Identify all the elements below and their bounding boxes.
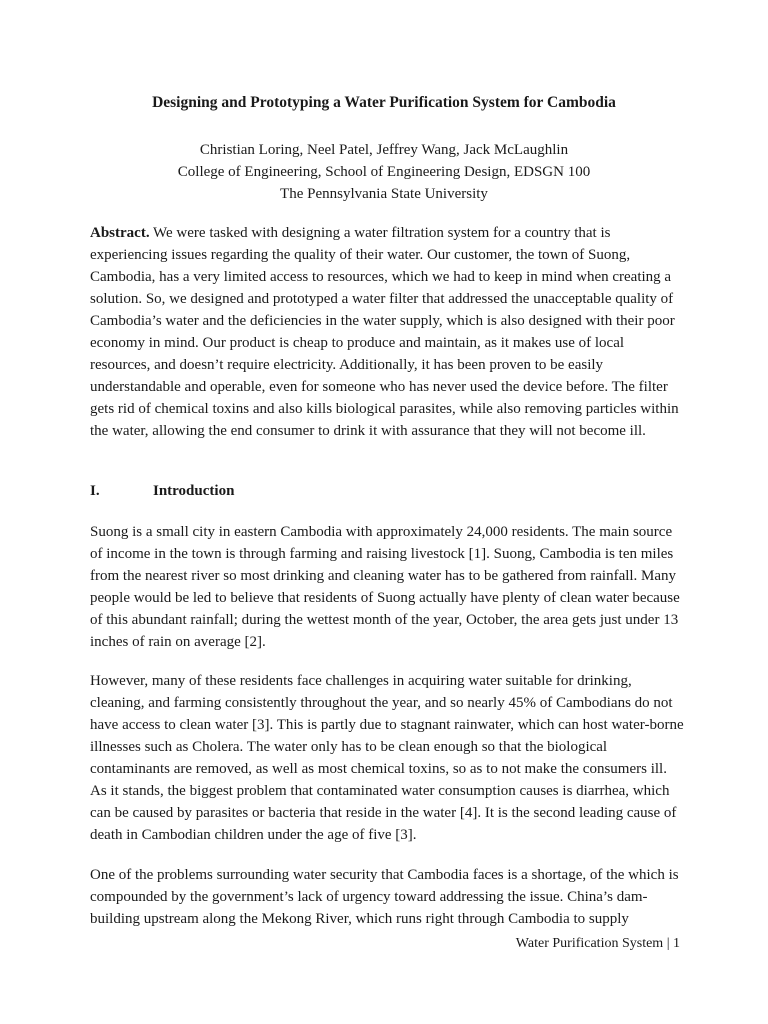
abstract-label: Abstract. [90, 225, 150, 241]
page-footer: Water Purification System | 1 [515, 936, 680, 951]
abstract-text: We were tasked with designing a water filtration system for a country that is experiencing issues regarding the quality of their water. Our customer, the town of Suong, Cambodia, has a very limited access to resources, which we had to keep in mind when creating a solution. So, we designed and prototyped a water filter that addressed the unacceptable quality of Cambodia’s water and the deficiencies in the water supply, which is also designed with their poor economy in mind. Our product is cheap to produce and maintain, as it makes use of local resources, and doesn’t require electricity. Additionally, it has been proven to be easily understandable and operable, even for someone who has never used the device before. The filter gets rid of chemical toxins and also kills biological parasites, while also removing particles within the water, allowing the end consumer to drink it with assurance that they will not become ill. [90, 225, 679, 439]
body-paragraph: Suong is a small city in eastern Cambodia with approximately 24,000 residents. The main source of income in the town is through farming and raising livestock [1]. Suong, Cambodia is ten miles from the nearest river so most drinking and cleaning water has to be gathered from rainfall. Many people would be led to believe that residents of Suong actually have plenty of clean water because of this abundant rainfall; during the wettest month of the year, October, the area gets just under 13 inches of rain on average [2]. [90, 524, 680, 650]
section-heading [90, 480, 234, 502]
affiliation-college: College of Engineering, School of Engineering Design, EDSGN 100 [177, 164, 591, 180]
author-names: Christian Loring, Neel Patel, Jeffrey Wang, Jack McLaughlin [199, 142, 569, 158]
abstract-paragraph [90, 222, 684, 442]
author-block [0, 139, 768, 205]
paper-title: Designing and Prototyping a Water Purification System for Cambodia [152, 94, 616, 111]
section-number: I. [90, 483, 100, 499]
affiliation-university: The Pennsylvania State University [280, 186, 488, 202]
body-paragraph: One of the problems surrounding water security that Cambodia faces is a shortage, of the which is compounded by the government’s lack of urgency toward addressing the issue. China’s dam-building upstream along the Mekong River, which runs right through Cambodia to supply [90, 867, 679, 927]
body-paragraph: However, many of these residents face challenges in acquiring water suitable for drinking, cleaning, and farming consistently throughout the year, and so nearly 45% of Cambodians do not have access to clean water [3]. This is partly due to stagnant rainwater, which can host water-borne illnesses such as Cholera. The water only has to be clean enough so that the biological contaminants are removed, as well as most chemical toxins, so as to not make the consumers ill. As it stands, the biggest problem that contaminated water consumption causes is diarrhea, which can be caused by parasites or bacteria that reside in the water [4]. It is the second leading cause of death in Cambodian children under the age of five [3]. [90, 673, 684, 843]
section-title: Introduction [153, 483, 235, 499]
